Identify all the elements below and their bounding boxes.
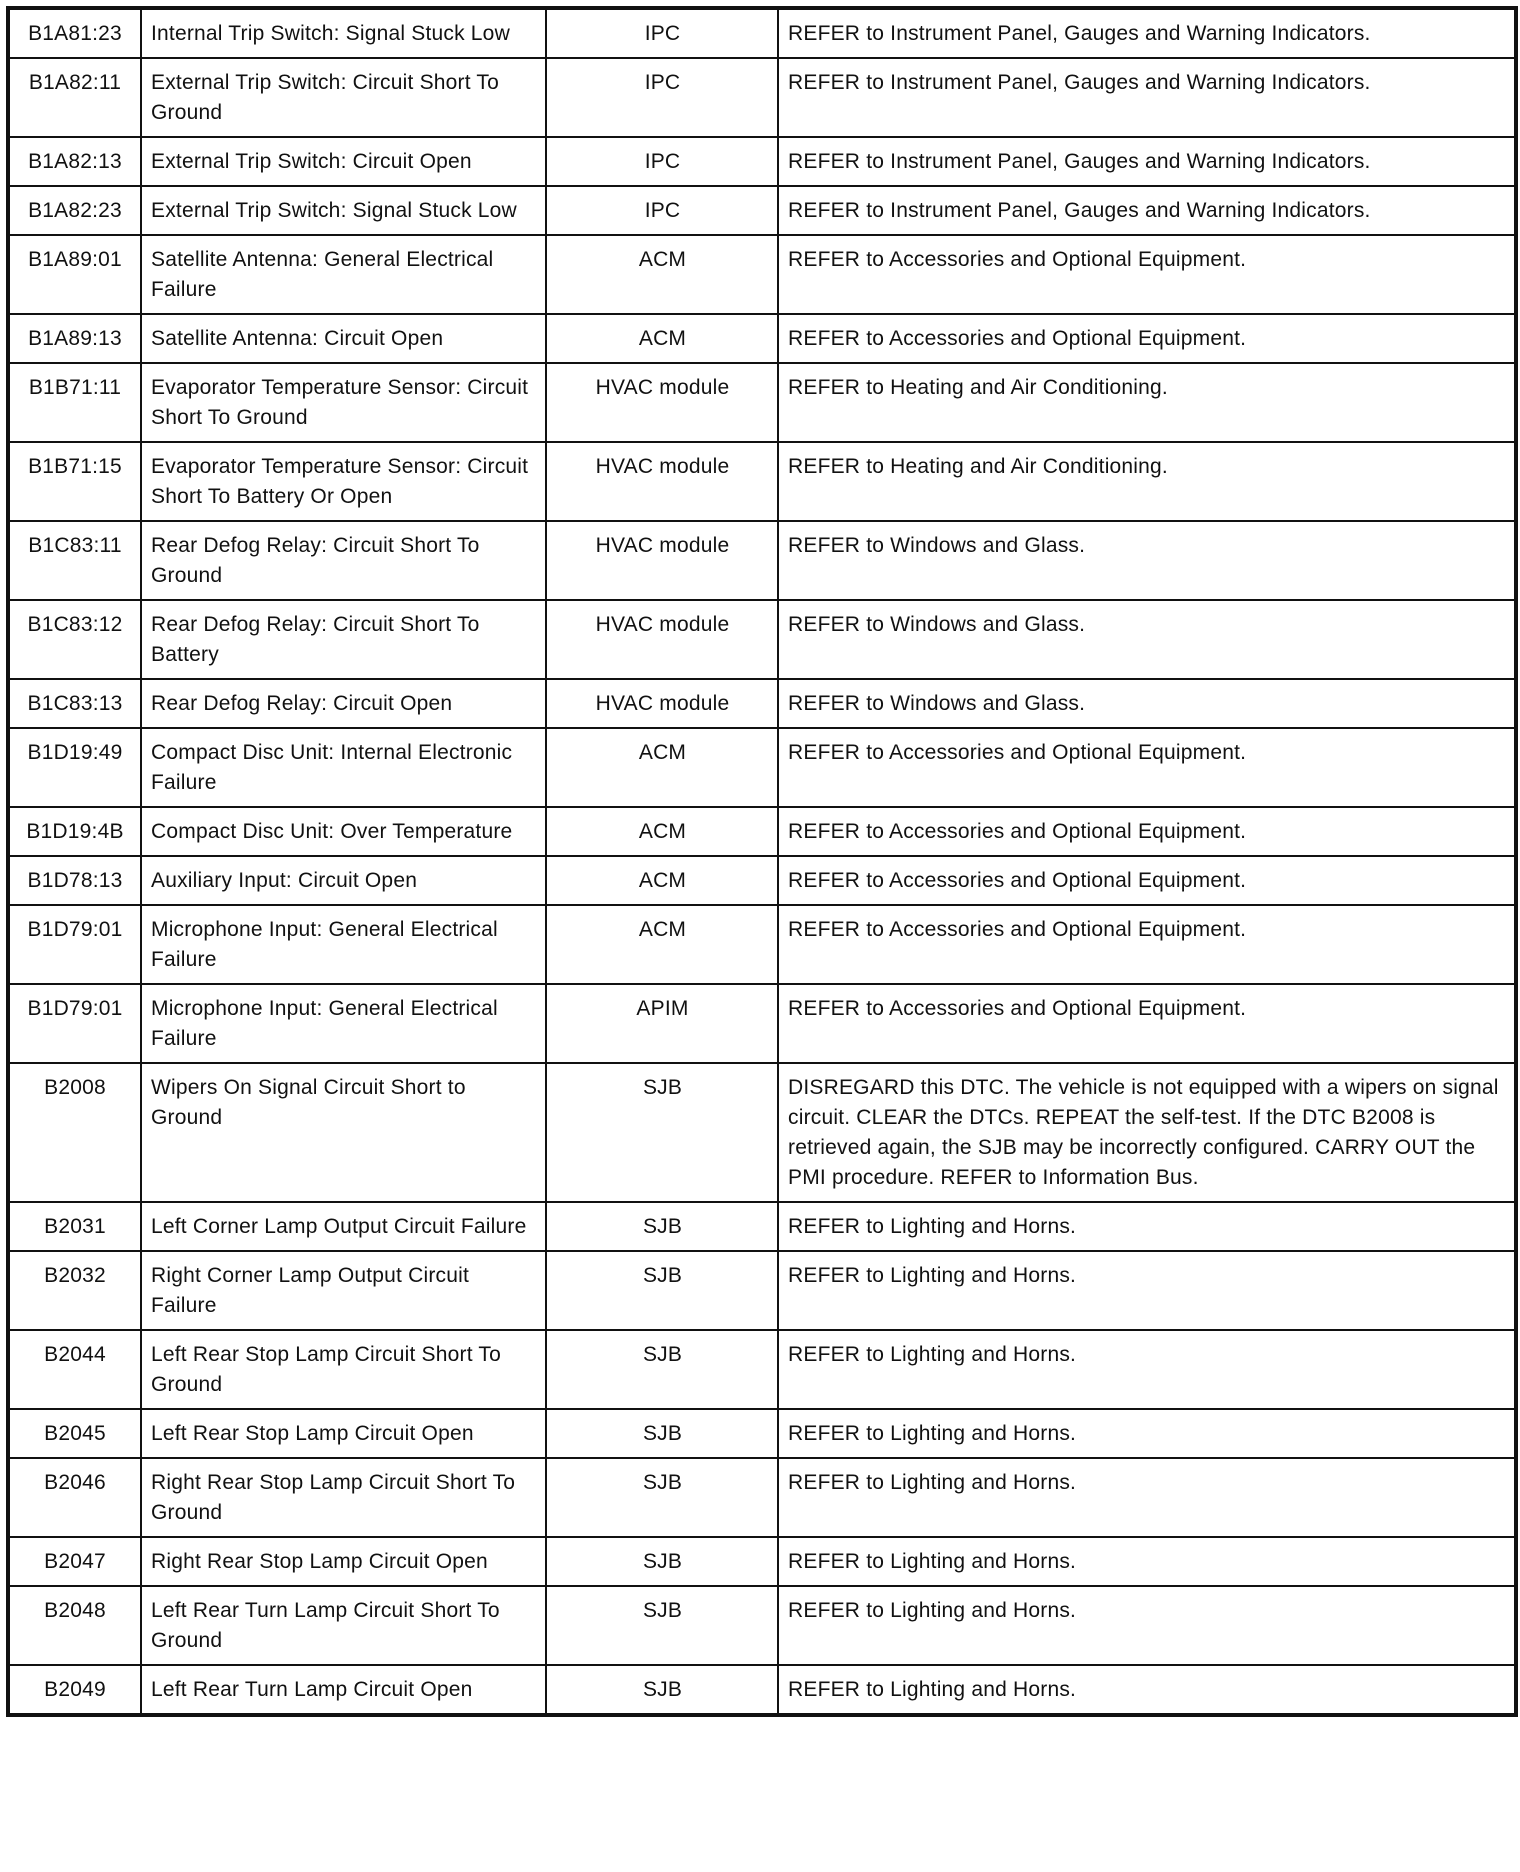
- dtc-action: REFER to Heating and Air Conditioning.: [778, 363, 1516, 442]
- dtc-module: HVAC module: [546, 521, 778, 600]
- dtc-description: Satellite Antenna: Circuit Open: [141, 314, 546, 363]
- dtc-module: IPC: [546, 8, 778, 58]
- dtc-code: B2046: [8, 1458, 141, 1537]
- dtc-action: REFER to Windows and Glass.: [778, 600, 1516, 679]
- table-row: [8, 679, 1516, 728]
- dtc-action: REFER to Lighting and Horns.: [778, 1409, 1516, 1458]
- dtc-code: B1A82:11: [8, 58, 141, 137]
- dtc-action: REFER to Lighting and Horns.: [778, 1537, 1516, 1586]
- dtc-description: Right Rear Stop Lamp Circuit Short To Ground: [141, 1458, 546, 1537]
- dtc-module: ACM: [546, 728, 778, 807]
- dtc-code: B1D79:01: [8, 984, 141, 1063]
- dtc-description: Auxiliary Input: Circuit Open: [141, 856, 546, 905]
- dtc-action: REFER to Lighting and Horns.: [778, 1202, 1516, 1251]
- dtc-code: B2008: [8, 1063, 141, 1202]
- dtc-description: Evaporator Temperature Sensor: Circuit Short To Battery Or Open: [141, 442, 546, 521]
- dtc-code: B1D79:01: [8, 905, 141, 984]
- dtc-module: SJB: [546, 1063, 778, 1202]
- dtc-code: B1B71:11: [8, 363, 141, 442]
- dtc-action: REFER to Heating and Air Conditioning.: [778, 442, 1516, 521]
- dtc-code: B1A82:13: [8, 137, 141, 186]
- dtc-action: REFER to Windows and Glass.: [778, 521, 1516, 600]
- dtc-module: ACM: [546, 314, 778, 363]
- dtc-module: HVAC module: [546, 363, 778, 442]
- dtc-description: Microphone Input: General Electrical Failure: [141, 984, 546, 1063]
- dtc-description: Rear Defog Relay: Circuit Short To Ground: [141, 521, 546, 600]
- dtc-code: B1A81:23: [8, 8, 141, 58]
- dtc-description: Compact Disc Unit: Internal Electronic Failure: [141, 728, 546, 807]
- dtc-code: B1B71:15: [8, 442, 141, 521]
- dtc-action: REFER to Lighting and Horns.: [778, 1458, 1516, 1537]
- dtc-module: HVAC module: [546, 679, 778, 728]
- dtc-description: Wipers On Signal Circuit Short to Ground: [141, 1063, 546, 1202]
- dtc-action: REFER to Lighting and Horns.: [778, 1586, 1516, 1665]
- table-row: [8, 807, 1516, 856]
- dtc-code: B2032: [8, 1251, 141, 1330]
- table-row: [8, 363, 1516, 442]
- table-row: [8, 8, 1516, 58]
- dtc-module: IPC: [546, 137, 778, 186]
- dtc-action: REFER to Instrument Panel, Gauges and Warning Indicators.: [778, 137, 1516, 186]
- dtc-module: SJB: [546, 1586, 778, 1665]
- dtc-code: B1C83:11: [8, 521, 141, 600]
- dtc-code: B2048: [8, 1586, 141, 1665]
- dtc-description: Rear Defog Relay: Circuit Open: [141, 679, 546, 728]
- dtc-description: Evaporator Temperature Sensor: Circuit Short To Ground: [141, 363, 546, 442]
- dtc-action: REFER to Instrument Panel, Gauges and Warning Indicators.: [778, 58, 1516, 137]
- dtc-description: Internal Trip Switch: Signal Stuck Low: [141, 8, 546, 58]
- dtc-table-body: [8, 8, 1516, 1715]
- dtc-code: B1C83:12: [8, 600, 141, 679]
- dtc-module: SJB: [546, 1537, 778, 1586]
- dtc-description: Left Rear Stop Lamp Circuit Open: [141, 1409, 546, 1458]
- table-row: [8, 1409, 1516, 1458]
- dtc-code: B2047: [8, 1537, 141, 1586]
- dtc-module: SJB: [546, 1665, 778, 1715]
- dtc-description: Satellite Antenna: General Electrical Failure: [141, 235, 546, 314]
- dtc-action: DISREGARD this DTC. The vehicle is not equipped with a wipers on signal circuit. CLEAR the DTCs. REPEAT the self-test. If the DTC B2008 is retrieved again, the SJB may be incorrectly configured. CARRY OUT the PMI procedure. REFER to Information Bus.: [778, 1063, 1516, 1202]
- table-row: [8, 600, 1516, 679]
- table-row: [8, 1063, 1516, 1202]
- table-row: [8, 1665, 1516, 1715]
- dtc-module: ACM: [546, 856, 778, 905]
- dtc-action: REFER to Accessories and Optional Equipment.: [778, 807, 1516, 856]
- dtc-description: Left Rear Stop Lamp Circuit Short To Ground: [141, 1330, 546, 1409]
- table-row: [8, 1202, 1516, 1251]
- dtc-description: Right Corner Lamp Output Circuit Failure: [141, 1251, 546, 1330]
- dtc-action: REFER to Accessories and Optional Equipment.: [778, 905, 1516, 984]
- dtc-table: [6, 6, 1518, 1717]
- table-row: [8, 58, 1516, 137]
- table-row: [8, 728, 1516, 807]
- dtc-action: REFER to Accessories and Optional Equipment.: [778, 984, 1516, 1063]
- dtc-module: ACM: [546, 235, 778, 314]
- table-row: [8, 442, 1516, 521]
- table-row: [8, 905, 1516, 984]
- dtc-description: Rear Defog Relay: Circuit Short To Battery: [141, 600, 546, 679]
- dtc-action: REFER to Accessories and Optional Equipment.: [778, 235, 1516, 314]
- dtc-action: REFER to Lighting and Horns.: [778, 1330, 1516, 1409]
- dtc-description: External Trip Switch: Signal Stuck Low: [141, 186, 546, 235]
- table-row: [8, 1537, 1516, 1586]
- dtc-code: B1C83:13: [8, 679, 141, 728]
- dtc-module: SJB: [546, 1202, 778, 1251]
- dtc-module: SJB: [546, 1330, 778, 1409]
- table-row: [8, 856, 1516, 905]
- table-row: [8, 1330, 1516, 1409]
- dtc-code: B2045: [8, 1409, 141, 1458]
- dtc-action: REFER to Accessories and Optional Equipment.: [778, 314, 1516, 363]
- dtc-module: HVAC module: [546, 600, 778, 679]
- dtc-module: IPC: [546, 186, 778, 235]
- dtc-action: REFER to Accessories and Optional Equipment.: [778, 856, 1516, 905]
- table-row: [8, 1586, 1516, 1665]
- dtc-action: REFER to Windows and Glass.: [778, 679, 1516, 728]
- table-row: [8, 186, 1516, 235]
- dtc-code: B1D19:4B: [8, 807, 141, 856]
- dtc-code: B1A89:13: [8, 314, 141, 363]
- table-row: [8, 235, 1516, 314]
- table-row: [8, 314, 1516, 363]
- table-row: [8, 521, 1516, 600]
- table-row: [8, 984, 1516, 1063]
- dtc-action: REFER to Lighting and Horns.: [778, 1251, 1516, 1330]
- dtc-code: B1A82:23: [8, 186, 141, 235]
- dtc-code: B1A89:01: [8, 235, 141, 314]
- dtc-description: External Trip Switch: Circuit Open: [141, 137, 546, 186]
- dtc-action: REFER to Accessories and Optional Equipment.: [778, 728, 1516, 807]
- table-row: [8, 137, 1516, 186]
- dtc-module: SJB: [546, 1251, 778, 1330]
- dtc-code: B1D19:49: [8, 728, 141, 807]
- dtc-action: REFER to Instrument Panel, Gauges and Warning Indicators.: [778, 8, 1516, 58]
- dtc-description: Right Rear Stop Lamp Circuit Open: [141, 1537, 546, 1586]
- dtc-module: SJB: [546, 1409, 778, 1458]
- dtc-description: Compact Disc Unit: Over Temperature: [141, 807, 546, 856]
- dtc-action: REFER to Instrument Panel, Gauges and Warning Indicators.: [778, 186, 1516, 235]
- dtc-action: REFER to Lighting and Horns.: [778, 1665, 1516, 1715]
- dtc-code: B1D78:13: [8, 856, 141, 905]
- dtc-code: B2049: [8, 1665, 141, 1715]
- dtc-code: B2031: [8, 1202, 141, 1251]
- dtc-description: Left Rear Turn Lamp Circuit Short To Ground: [141, 1586, 546, 1665]
- dtc-description: Left Corner Lamp Output Circuit Failure: [141, 1202, 546, 1251]
- dtc-module: ACM: [546, 905, 778, 984]
- dtc-description: External Trip Switch: Circuit Short To Ground: [141, 58, 546, 137]
- dtc-module: SJB: [546, 1458, 778, 1537]
- dtc-module: APIM: [546, 984, 778, 1063]
- table-row: [8, 1458, 1516, 1537]
- dtc-module: HVAC module: [546, 442, 778, 521]
- dtc-code: B2044: [8, 1330, 141, 1409]
- table-row: [8, 1251, 1516, 1330]
- dtc-description: Left Rear Turn Lamp Circuit Open: [141, 1665, 546, 1715]
- dtc-module: ACM: [546, 807, 778, 856]
- dtc-description: Microphone Input: General Electrical Failure: [141, 905, 546, 984]
- dtc-module: IPC: [546, 58, 778, 137]
